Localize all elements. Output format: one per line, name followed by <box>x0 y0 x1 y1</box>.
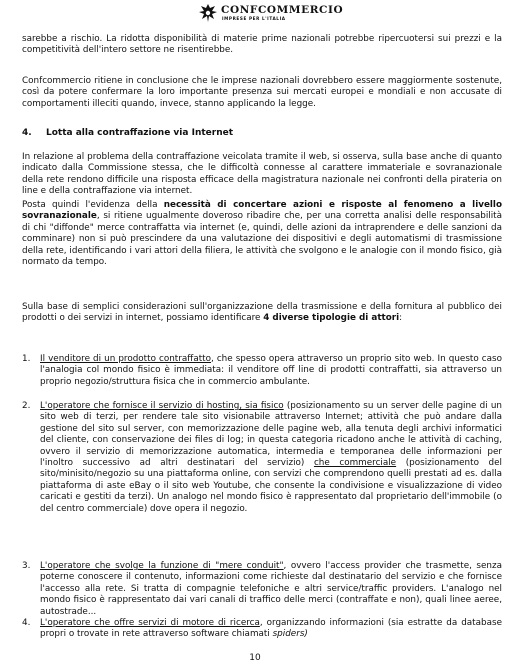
list-item-actor: Il venditore di un prodotto contraffatto <box>40 354 211 364</box>
list-item <box>22 618 502 641</box>
list-item <box>22 354 502 388</box>
list-item <box>22 561 502 618</box>
list-item-text <box>40 401 502 515</box>
list-item-term: spiders) <box>272 629 308 640</box>
paragraph-5-emphasis: 4 diverse tipologie di attori <box>263 313 400 324</box>
paragraph-5 <box>22 302 502 325</box>
list-item-actor: L'operatore che svolge la funzione di "mere conduit" <box>40 561 284 571</box>
paragraph-5-tail: : <box>399 313 403 324</box>
list-item-actor-commercial: che commerciale <box>313 458 397 469</box>
paragraph-4-lead: Posta quindi l'evidenza della <box>22 200 164 210</box>
list-item-number: 3. <box>22 561 31 571</box>
letterhead <box>198 3 358 23</box>
org-name: CONFCOMMERCIO <box>221 4 344 16</box>
list-item-actor: L'operatore che offre servizi di motore di ricerca <box>40 618 260 628</box>
paragraph-2: Confcommercio ritiene in conclusione che le imprese nazionali dovrebbero essere maggiormente sostenute, così da potere confermare la loro importante presenza sui mercati europei e mondiali e non accusate di comportamenti illeciti quando, invece, stanno applicando la legge. <box>22 76 502 109</box>
paragraph-4-body: , si ritiene ugualmente doveroso ribadire che, per una corretta analisi delle responsabilità di chi "diffonde" merce contraffatta via internet (e, quindi, delle azioni da intraprendere e delle sanzioni da comminare) non si può prescindere da una valutazione dei dispositivi e degli automatismi di trasmissione della rete, identificando i vari attori della filiera, le attività che svolgono e le analogie con il mondo fisico, già normato da tempo. <box>22 211 502 268</box>
list-item-number: 1. <box>22 354 31 364</box>
org-tagline: IMPRESE PER L'ITALIA <box>222 16 286 21</box>
confcommercio-emblem-icon <box>198 3 218 23</box>
section-title: Lotta alla contraffazione via Internet <box>46 128 234 138</box>
list-item-description: , che spesso opera attraverso un proprio sito web. In questo caso l'analogia col mondo fisico è immediata: il venditore off line di prodotti contraffatti, sia attraverso un proprio negozio/struttura fisica che in commercio ambulante. <box>40 354 502 387</box>
page-number: 10 <box>249 653 261 663</box>
list-item-number: 2. <box>22 401 31 411</box>
list-item-description: , organizzando informazioni (sia estratte da database propri o trovate in rete attraverso software chiamati <box>40 618 502 640</box>
list-item-description: , ovvero l'access provider che trasmette, senza poterne conoscere il contenuto, informazioni come richieste dal destinatario del servizio e che fornisce l'accesso alla rete. Si tratta di compagnie telefoniche e altri service/traffic providers. L'analogo nel mondo fisico è rappresentato dai vari canali di traffico delle merci (contraffate e non), quali linee aeree, autostrade... <box>40 561 502 617</box>
list-item-number: 4. <box>22 618 31 628</box>
list-item-description-commercial: (posizionamento del sito/minisito/negozio su una piattaforma online, con servizi che comprendono quelli prestati ad es. dalla piattaforma di aste eBay o il sito web Youtube, che consente la condivisione e visualizzazione di video caricati e gestiti da terzi). Un analogo nel mondo fisico è rappresentato dal proprietario dell'immobile (o del centro commerciale) dove opera il negozio. <box>40 458 502 514</box>
list-item-text <box>40 354 502 388</box>
paragraph-3: In relazione al problema della contraffazione veicolata tramite il web, si osserva, sulla base anche di quanto indicato dalla Commissione stessa, che le difficoltà connesse al carattere immateriale e sovranazionale della rete rendono difficile una risposta efficace della magistratura nazionale nei confronti della pirateria on line e della contraffazione via internet. <box>22 152 502 197</box>
list-item <box>22 401 502 515</box>
list-item-text <box>40 561 502 618</box>
paragraph-5-lead: Sulla base di semplici considerazioni sull'organizzazione della trasmissione e della fornitura al pubblico dei prodotti o dei servizi in internet, possiamo identificare <box>22 302 502 324</box>
list-item-description: (posizionamento su un server delle pagine di un sito web di terzi, per rendere tale sito visionabile attraverso Internet; attività che può andare dalla gestione del sito sul server, con memorizzazione delle pagine web, alla tenuta degli archivi informatici del cliente, con conservazione dei files di log; in questa categoria ricadono anche le attività di caching, ovvero il servizio di memorizzazione automatica, intermedia e temporanea delle informazioni per l'inoltro successivo ad altri destinatari del servizio) <box>40 401 503 469</box>
paragraph-4 <box>22 200 502 268</box>
paragraph-1: sarebbe a rischio. La ridotta disponibilità di materie prime nazionali potrebbe ripercuotersi sui prezzi e la competitività dell'intero settore ne risentirebbe. <box>22 34 502 56</box>
list-item-actor: L'operatore che fornisce il servizio di hosting, sia fisico <box>40 401 284 411</box>
paragraph-4-emphasis: necessità di concertare azioni e risposte al fenomeno a livello sovranazionale <box>22 200 502 222</box>
list-item-text <box>40 618 502 641</box>
section-heading <box>22 128 233 138</box>
section-number: 4. <box>22 128 32 138</box>
